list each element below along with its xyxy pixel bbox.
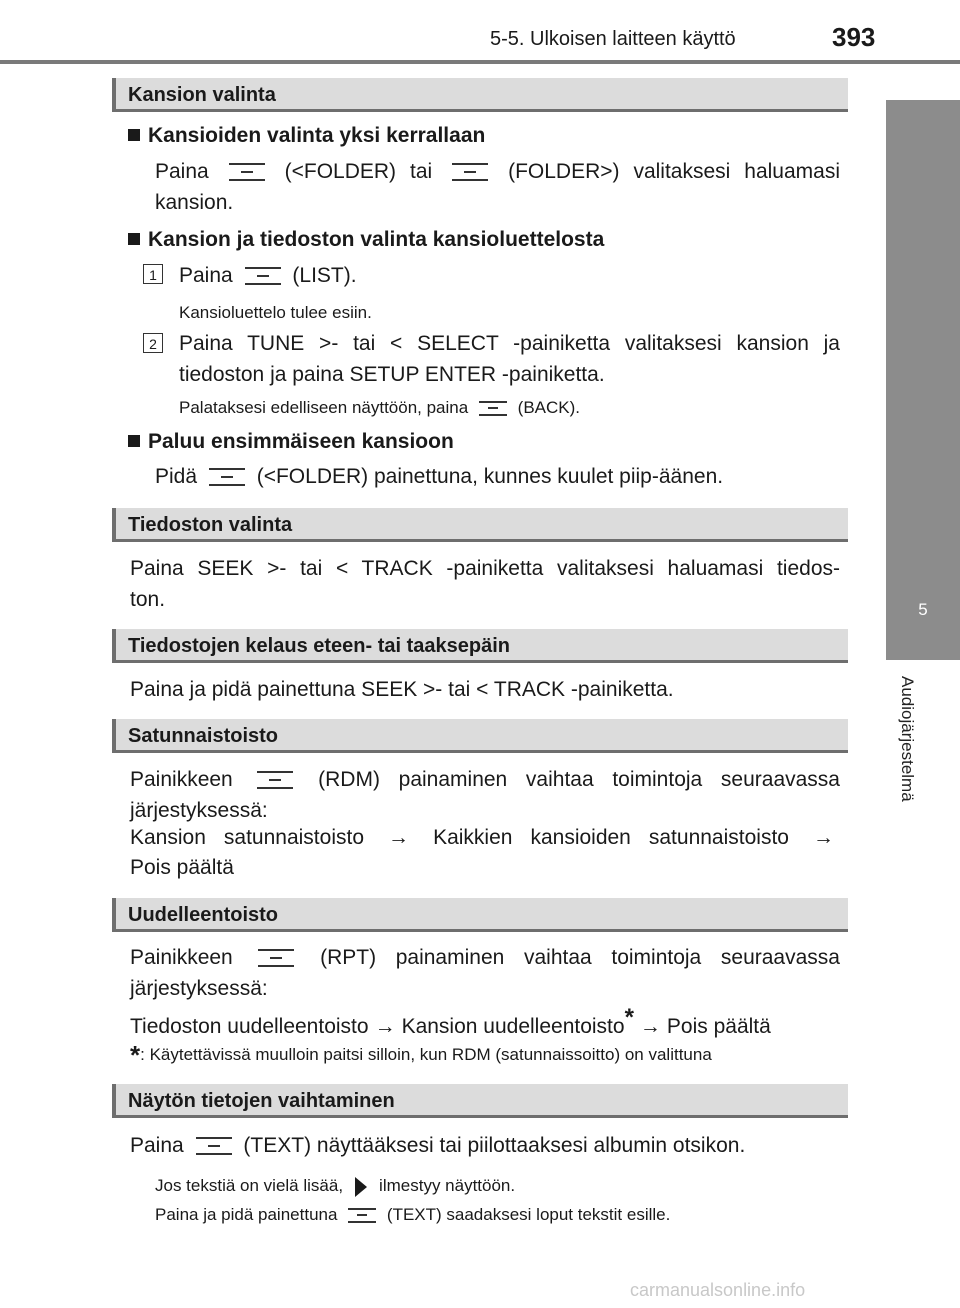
rpt-button-icon <box>258 949 294 967</box>
section-header-folder-select <box>112 78 848 112</box>
paragraph-line: Pidä (<FOLDER) painettuna, kunnes kuulet piip-äänen. <box>155 465 724 488</box>
arrow-right-icon: → <box>813 826 835 849</box>
page-number: 393 <box>832 22 876 52</box>
text-button-icon <box>348 1208 376 1223</box>
step-note: Kansioluettelo tulee esiin. <box>179 303 372 322</box>
more-text-indicator-icon <box>355 1177 367 1197</box>
section-header-repeat <box>112 898 848 932</box>
note-line: Jos tekstiä on vielä lisää, ilmestyy näyttöön. <box>155 1176 516 1195</box>
arrow-right-icon: → <box>374 1015 396 1038</box>
arrow-right-icon: → <box>639 1015 661 1038</box>
section-header-fast-forward <box>112 629 848 663</box>
folder-forward-button-icon <box>452 163 488 181</box>
section-title: Kansion valinta <box>128 84 276 106</box>
step-number-badge: 1 <box>143 264 163 284</box>
chapter-section-title: 5-5. Ulkoisen laitteen käyttö <box>490 28 736 50</box>
note-line: Paina ja pidä painettuna (TEXT) saadaksesi loput tekstit esille. <box>155 1205 671 1224</box>
list-button-icon <box>245 267 281 285</box>
step-text: Paina (LIST). <box>179 264 357 287</box>
chapter-side-tab <box>886 100 960 660</box>
subheading-text: Kansioiden valinta yksi kerrallaan <box>148 124 486 147</box>
section-title: Satunnaistoisto <box>128 725 279 747</box>
step-text: Paina TUNE >- tai < SELECT -painiketta valitaksesi kansion ja <box>179 332 840 355</box>
footnote-star: * <box>624 1004 634 1031</box>
folder-back-button-icon <box>209 468 245 486</box>
step-number-badge: 2 <box>143 333 163 353</box>
chapter-number: 5 <box>918 600 928 619</box>
rdm-button-icon <box>257 771 293 789</box>
paragraph-line: Paina SEEK >- tai < TRACK -painiketta valitaksesi haluamasi tiedos- <box>130 557 840 580</box>
paragraph-line: ton. <box>130 588 166 611</box>
paragraph-line: Pois päältä <box>130 856 234 879</box>
section-title: Tiedostojen kelaus eteen- tai taaksepäin <box>128 635 510 657</box>
header-rule <box>0 60 960 64</box>
subheading-one-at-a-time <box>128 124 485 148</box>
paragraph-line: kansion. <box>155 191 234 214</box>
paragraph-line: Paina (<FOLDER) tai (FOLDER>) valitaksesi haluamasi <box>155 160 840 183</box>
section-header-random-play <box>112 719 848 753</box>
chapter-label: Audiojärjestelmä <box>898 676 917 802</box>
square-bullet-icon <box>128 435 140 447</box>
paragraph-line: Paina (TEXT) näyttääksesi tai piilottaaksesi albumin otsikon. <box>130 1134 746 1157</box>
section-title: Näytön tietojen vaihtaminen <box>128 1090 395 1112</box>
paragraph-line: järjestyksessä: <box>130 799 268 822</box>
subheading-text: Kansion ja tiedoston valinta kansioluettelosta <box>148 228 605 251</box>
section-header-display-info <box>112 1084 848 1118</box>
paragraph-line: Kansion satunnaistoisto → Kaikkien kansioiden satunnaistoisto → <box>130 822 840 853</box>
step-note: Palataksesi edelliseen näyttöön, paina (BACK). <box>179 398 581 417</box>
section-header-file-select <box>112 508 848 542</box>
step-text: tiedoston ja paina SETUP ENTER -painiketta. <box>179 363 605 386</box>
paragraph-line: järjestyksessä: <box>130 977 268 1000</box>
subheading-text: Paluu ensimmäiseen kansioon <box>148 430 454 453</box>
watermark: carmanualsonline.info <box>630 1280 806 1300</box>
paragraph-line: Painikkeen (RDM) painaminen vaihtaa toimintoja seuraavassa <box>130 768 840 791</box>
paragraph-line: Paina ja pidä painettuna SEEK >- tai < TRACK -painiketta. <box>130 678 674 701</box>
paragraph-line: Painikkeen (RPT) painaminen vaihtaa toimintoja seuraavassa <box>130 946 840 969</box>
square-bullet-icon <box>128 233 140 245</box>
back-button-icon <box>479 401 507 416</box>
section-title: Uudelleentoisto <box>128 904 279 926</box>
arrow-right-icon: → <box>388 826 410 849</box>
text-button-icon <box>196 1137 232 1155</box>
subheading-folder-list <box>128 228 604 252</box>
footnote: *: Käytettävissä muulloin paitsi silloin, kun RDM (satunnaissoitto) on valittuna <box>130 1040 712 1070</box>
subheading-return-first-folder <box>128 430 454 454</box>
square-bullet-icon <box>128 129 140 141</box>
folder-back-button-icon <box>229 163 265 181</box>
paragraph-line: Tiedoston uudelleentoisto → Kansion uudelleentoisto* → Pois päältä <box>130 1002 771 1042</box>
section-title: Tiedoston valinta <box>128 514 293 536</box>
